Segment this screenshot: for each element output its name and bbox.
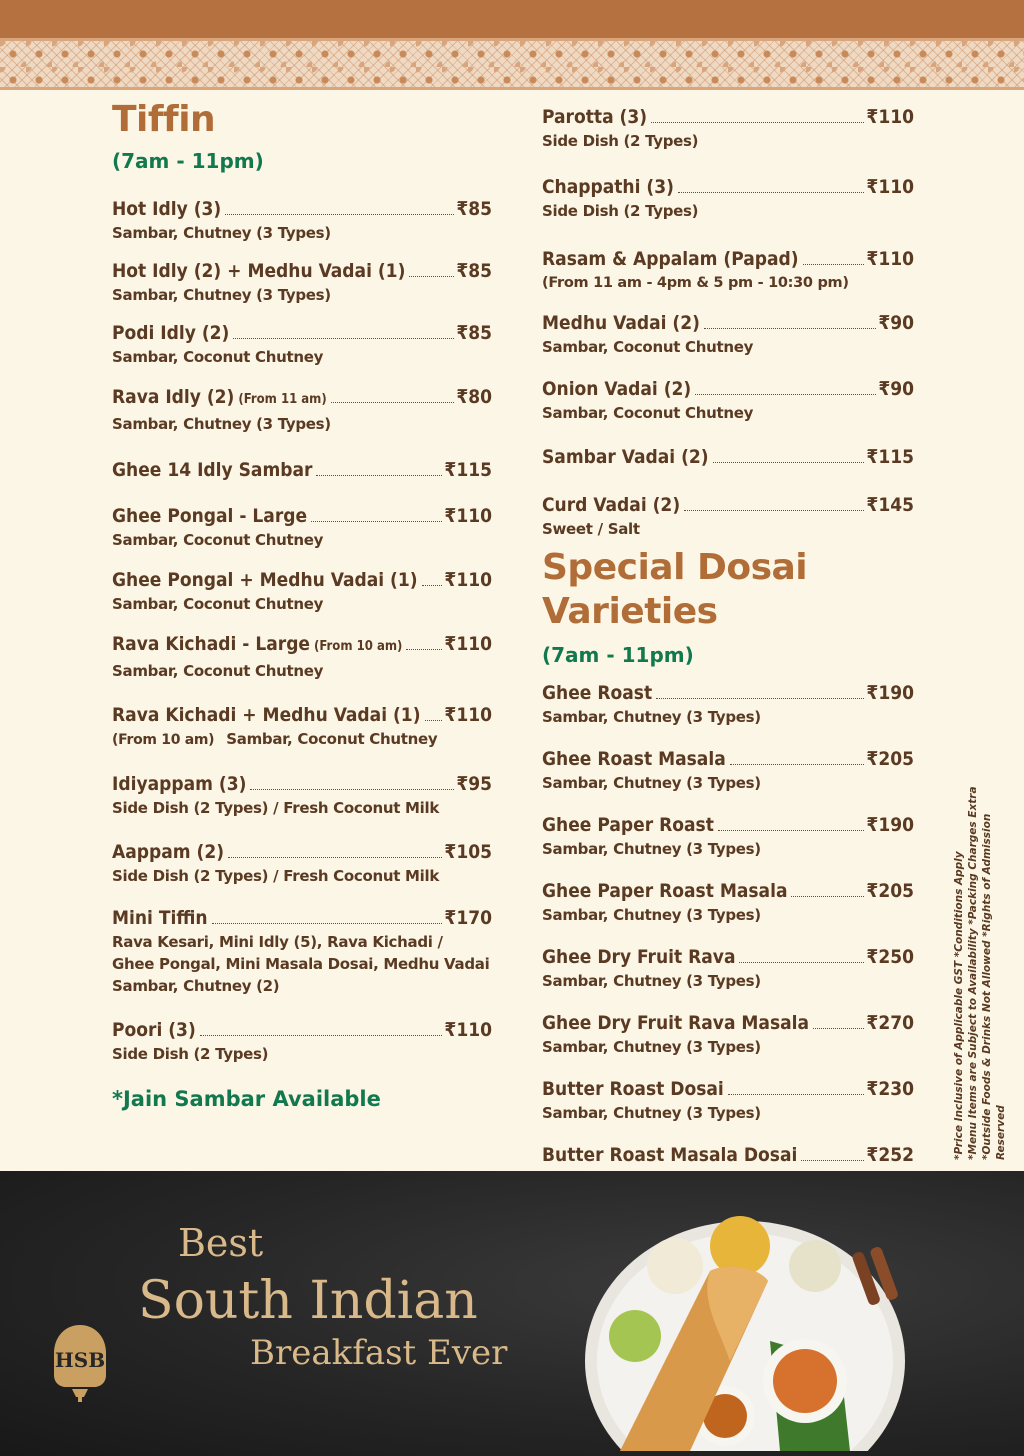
- item-desc: Sambar, Coconut Chutney: [112, 348, 324, 366]
- menu-item: [542, 444, 914, 470]
- menu-item: [542, 1010, 914, 1058]
- item-price: ₹85: [456, 198, 492, 220]
- menu-item: [112, 771, 492, 819]
- leader-dots: [250, 789, 454, 790]
- item-price: ₹95: [456, 773, 492, 795]
- leader-dots: [228, 857, 442, 858]
- item-name: Sambar Vadai (2): [542, 446, 709, 468]
- leader-dots: [739, 962, 864, 963]
- item-name: Rava Kichadi + Medhu Vadai (1): [112, 704, 421, 726]
- menu-item: [112, 196, 492, 244]
- leader-dots: [678, 192, 865, 193]
- leader-dots: [684, 510, 864, 511]
- item-note: (From 11 am): [238, 392, 327, 407]
- leader-dots: [200, 1035, 443, 1036]
- item-desc: Side Dish (2 Types): [112, 1045, 269, 1063]
- item-name: Curd Vadai (2): [542, 494, 681, 516]
- item-price: ₹85: [456, 322, 492, 344]
- item-desc: Sambar, Chutney (3 Types): [542, 906, 761, 924]
- item-price: ₹250: [866, 946, 914, 968]
- item-name: Rava Kichadi - Large: [112, 633, 311, 655]
- tagline-south-indian: South Indian: [138, 1271, 478, 1331]
- leader-dots: [813, 1028, 864, 1029]
- item-desc-note: (From 10 am): [112, 732, 215, 748]
- leader-dots: [791, 896, 864, 897]
- leader-dots: [311, 521, 442, 522]
- item-name: Parotta (3): [542, 106, 648, 128]
- item-name: Ghee Roast Masala: [542, 748, 726, 770]
- menu-item: [542, 680, 914, 728]
- menu-item: [542, 376, 914, 424]
- menu-item: [542, 1076, 914, 1124]
- item-desc: Sambar, Chutney (3 Types): [112, 415, 331, 433]
- item-name: Ghee 14 Idly Sambar: [112, 459, 313, 481]
- item-price: ₹115: [444, 459, 492, 481]
- menu-item: [542, 812, 914, 860]
- item-desc-line: Sambar, Chutney (2): [112, 977, 280, 995]
- menu-item: [112, 1017, 492, 1065]
- leader-dots: [422, 585, 443, 586]
- item-desc: Sambar, Chutney (3 Types): [542, 840, 761, 858]
- menu-item: [112, 567, 492, 615]
- terms-line: *Price Inclusive of Applicable GST *Conditions Apply: [953, 851, 965, 1160]
- item-desc: [112, 728, 492, 751]
- item-desc: Side Dish (2 Types) / Fresh Coconut Milk: [112, 867, 439, 885]
- item-price: ₹252: [866, 1144, 914, 1166]
- item-price: ₹230: [866, 1078, 914, 1100]
- tagline-breakfast: Breakfast Ever: [250, 1333, 508, 1373]
- leader-dots: [233, 338, 454, 339]
- item-price: ₹110: [866, 248, 914, 270]
- item-price: ₹115: [866, 446, 914, 468]
- item-desc-line: Rava Kesari, Mini Idly (5), Rava Kichadi /: [112, 933, 443, 951]
- terms-line: *Outside Foods & Drinks Not Allowed *Rights of Admission Reserved: [981, 813, 1007, 1160]
- leader-dots: [803, 264, 865, 265]
- mint-chutney-icon: [609, 1310, 661, 1362]
- kesari-icon: [710, 1216, 770, 1276]
- item-price: ₹110: [444, 505, 492, 527]
- menu-item: [112, 384, 492, 435]
- item-name: Ghee Dry Fruit Rava Masala: [542, 1012, 810, 1034]
- leader-dots: [316, 475, 442, 476]
- item-desc: Sambar, Chutney (3 Types): [542, 1038, 761, 1056]
- menu-item: [542, 310, 914, 358]
- leader-dots: [331, 402, 455, 403]
- menu-item: [542, 878, 914, 926]
- item-name: Aappam (2): [112, 841, 225, 863]
- leader-dots: [801, 1160, 864, 1161]
- item-desc: Sambar, Coconut Chutney: [112, 662, 324, 680]
- item-name: Onion Vadai (2): [542, 378, 692, 400]
- menu-item: [542, 174, 914, 222]
- menu-item: [112, 631, 492, 682]
- menu-item: [542, 246, 914, 294]
- item-name: Butter Roast Dosai: [542, 1078, 724, 1100]
- menu-item: [112, 320, 492, 368]
- item-price: ₹85: [456, 260, 492, 282]
- ornamental-border: [0, 38, 1024, 90]
- item-name: Hot Idly (3): [112, 198, 222, 220]
- item-desc-text: Sambar, Coconut Chutney: [226, 730, 438, 748]
- item-desc: Side Dish (2 Types): [542, 202, 699, 220]
- tagline-best: Best: [178, 1221, 264, 1265]
- item-price: ₹190: [866, 814, 914, 836]
- item-name: Medhu Vadai (2): [542, 312, 700, 334]
- item-desc: Side Dish (2 Types): [542, 132, 699, 150]
- terms-line: *Menu Items are Subject to Availability *Packing Charges Extra: [967, 786, 979, 1160]
- chutney-icon: [789, 1240, 841, 1292]
- menu-item: [112, 457, 492, 483]
- item-name: Ghee Roast: [542, 682, 653, 704]
- item-price: ₹170: [444, 907, 492, 929]
- item-name: Hot Idly (2) + Medhu Vadai (1): [112, 260, 406, 282]
- item-name: Mini Tiffin: [112, 907, 208, 929]
- item-price: ₹90: [878, 378, 914, 400]
- item-price: ₹110: [444, 633, 492, 655]
- item-name: Rasam & Appalam (Papad): [542, 248, 799, 270]
- item-desc-line: Ghee Pongal, Mini Masala Dosai, Medhu Vadai: [112, 955, 490, 973]
- leader-dots: [728, 1094, 865, 1095]
- jain-sambar-note: *Jain Sambar Available: [112, 1087, 381, 1111]
- item-desc: Sambar, Chutney (3 Types): [542, 972, 761, 990]
- menu-item: [542, 944, 914, 992]
- coconut-chutney-icon: [647, 1238, 703, 1294]
- footer-banner: [0, 1171, 1024, 1456]
- item-desc: Sambar, Coconut Chutney: [542, 338, 754, 356]
- item-name: Poori (3): [112, 1019, 196, 1041]
- leader-dots: [730, 764, 865, 765]
- item-desc: Sambar, Chutney (3 Types): [112, 224, 331, 242]
- item-price: ₹110: [866, 106, 914, 128]
- item-price: ₹105: [444, 841, 492, 863]
- item-desc: Sweet / Salt: [542, 520, 640, 538]
- item-desc: (From 11 am - 4pm & 5 pm - 10:30 pm): [542, 275, 849, 291]
- leader-dots: [656, 698, 864, 699]
- item-price: ₹205: [866, 880, 914, 902]
- leader-dots: [704, 328, 876, 329]
- menu-item: [112, 258, 492, 306]
- leader-dots: [212, 923, 443, 924]
- menu-item: [112, 905, 492, 997]
- menu-item: [112, 503, 492, 551]
- leader-dots: [425, 720, 443, 721]
- leader-dots: [406, 649, 442, 650]
- item-price: ₹110: [444, 704, 492, 726]
- item-name: Chappathi (3): [542, 176, 674, 198]
- dosai-title: Special Dosai Varieties: [542, 547, 808, 632]
- item-desc: Sambar, Chutney (3 Types): [542, 708, 761, 726]
- leader-dots: [713, 462, 865, 463]
- logo-text: HSB: [54, 1348, 106, 1372]
- item-price: ₹145: [866, 494, 914, 516]
- item-price: ₹190: [866, 682, 914, 704]
- leader-dots: [409, 276, 454, 277]
- item-price: ₹270: [866, 1012, 914, 1034]
- item-name: Ghee Pongal + Medhu Vadai (1): [112, 569, 418, 591]
- item-desc: Sambar, Chutney (3 Types): [542, 1104, 761, 1122]
- item-name: Ghee Dry Fruit Rava: [542, 946, 736, 968]
- tiffin-section: [112, 98, 492, 1111]
- item-name: Rava Idly (2): [112, 386, 235, 408]
- item-desc: Sambar, Coconut Chutney: [112, 531, 324, 549]
- item-price: ₹90: [878, 312, 914, 334]
- leader-dots: [225, 214, 454, 215]
- item-name: Idiyappam (3): [112, 773, 247, 795]
- item-price: ₹110: [444, 1019, 492, 1041]
- terms-notes: [952, 780, 1007, 1160]
- item-price: ₹80: [456, 386, 492, 408]
- item-name: Ghee Pongal - Large: [112, 505, 308, 527]
- right-column: [542, 104, 914, 1190]
- item-desc: Sambar, Chutney (3 Types): [542, 774, 761, 792]
- menu-item: [112, 839, 492, 887]
- tiffin-title: Tiffin: [112, 99, 216, 140]
- hsb-logo-icon: [50, 1323, 110, 1403]
- item-price: ₹110: [444, 569, 492, 591]
- leader-dots: [695, 394, 876, 395]
- item-desc: Side Dish (2 Types) / Fresh Coconut Milk: [112, 799, 439, 817]
- item-desc: Sambar, Coconut Chutney: [542, 404, 754, 422]
- tiffin-time: (7am - 11pm): [112, 149, 264, 173]
- leader-dots: [651, 122, 864, 123]
- leader-dots: [718, 830, 865, 831]
- top-band: [0, 0, 1024, 38]
- menu-item: [112, 702, 492, 751]
- dosai-time: (7am - 11pm): [542, 643, 694, 667]
- item-note: (From 10 am): [314, 639, 403, 654]
- cinnamon-icon: [850, 1241, 910, 1311]
- menu-item: [542, 746, 914, 794]
- menu-item: [542, 492, 914, 540]
- item-name: Podi Idly (2): [112, 322, 230, 344]
- item-name: Butter Roast Masala Dosai: [542, 1144, 798, 1166]
- item-price: ₹205: [866, 748, 914, 770]
- item-name: Ghee Paper Roast: [542, 814, 714, 836]
- item-desc: Sambar, Coconut Chutney: [112, 595, 324, 613]
- item-desc: Sambar, Chutney (3 Types): [112, 286, 331, 304]
- menu-item: [542, 104, 914, 152]
- item-name: Ghee Paper Roast Masala: [542, 880, 788, 902]
- item-price: ₹110: [866, 176, 914, 198]
